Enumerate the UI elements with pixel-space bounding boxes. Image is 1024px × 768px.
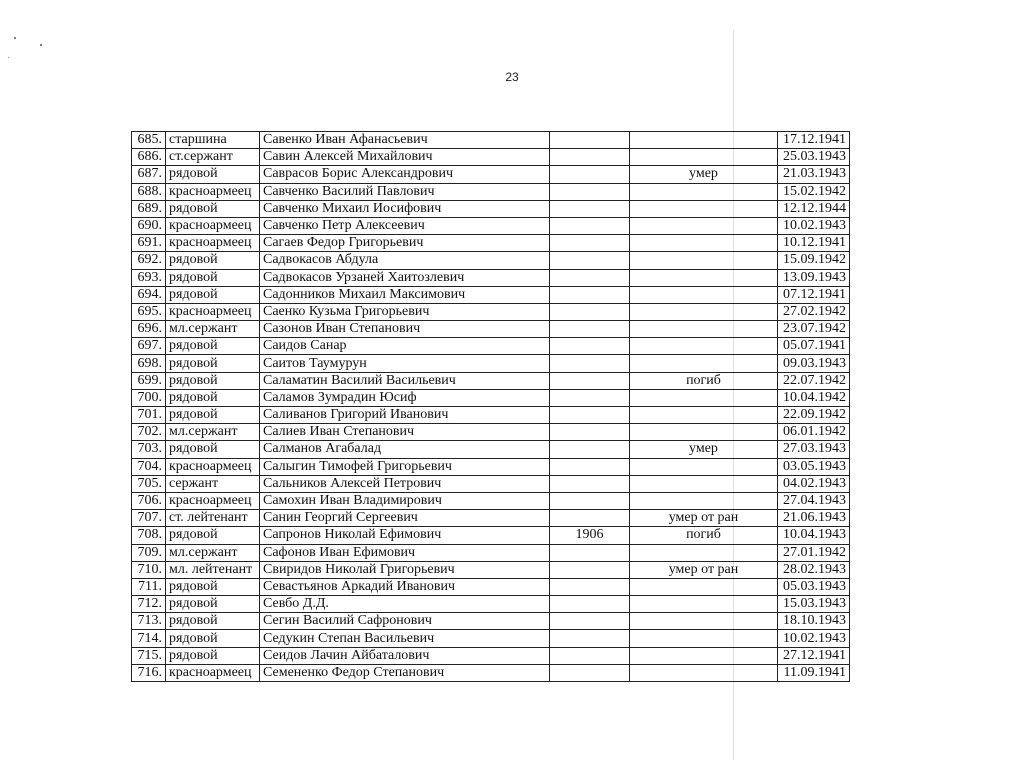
row-number-cell: 711. <box>132 578 166 595</box>
fate-cell <box>630 338 778 355</box>
table-row <box>132 441 850 458</box>
table-row <box>132 544 850 561</box>
row-number-cell: 699. <box>132 372 166 389</box>
row-number-cell: 703. <box>132 441 166 458</box>
full-name-cell: Садонников Михаил Максимович <box>260 286 550 303</box>
full-name-cell: Севбо Д.Д. <box>260 596 550 613</box>
full-name-cell: Сапронов Николай Ефимович <box>260 527 550 544</box>
fate-cell <box>630 630 778 647</box>
rank-cell: мл.сержант <box>166 544 260 561</box>
rank-cell: сержант <box>166 475 260 492</box>
row-number-cell: 716. <box>132 664 166 681</box>
rank-cell: рядовой <box>166 578 260 595</box>
date-cell: 27.04.1943 <box>778 492 850 509</box>
full-name-cell: Саврасов Борис Александрович <box>260 166 550 183</box>
row-number-cell: 691. <box>132 235 166 252</box>
row-number-cell: 701. <box>132 407 166 424</box>
date-cell: 22.07.1942 <box>778 372 850 389</box>
full-name-cell: Савченко Петр Алексеевич <box>260 217 550 234</box>
birth-year-cell <box>550 338 630 355</box>
table-row <box>132 561 850 578</box>
rank-cell: рядовой <box>166 527 260 544</box>
row-number-cell: 688. <box>132 183 166 200</box>
full-name-cell: Саливанов Григорий Иванович <box>260 407 550 424</box>
table-row <box>132 492 850 509</box>
fate-cell <box>630 252 778 269</box>
birth-year-cell <box>550 578 630 595</box>
rank-cell: ст.сержант <box>166 149 260 166</box>
table-row <box>132 132 850 149</box>
full-name-cell: Сегин Василий Сафронович <box>260 613 550 630</box>
fate-cell <box>630 647 778 664</box>
full-name-cell: Самохин Иван Владимирович <box>260 492 550 509</box>
full-name-cell: Сальников Алексей Петрович <box>260 475 550 492</box>
rank-cell: рядовой <box>166 252 260 269</box>
full-name-cell: Садвокасов Урзаней Хаитозлевич <box>260 269 550 286</box>
table-row <box>132 475 850 492</box>
date-cell: 23.07.1942 <box>778 321 850 338</box>
row-number-cell: 690. <box>132 217 166 234</box>
row-number-cell: 694. <box>132 286 166 303</box>
birth-year-cell <box>550 441 630 458</box>
date-cell: 09.03.1943 <box>778 355 850 372</box>
date-cell: 27.02.1942 <box>778 303 850 320</box>
full-name-cell: Санин Георгий Сергеевич <box>260 510 550 527</box>
fate-cell: умер <box>630 166 778 183</box>
date-cell: 27.01.1942 <box>778 544 850 561</box>
rank-cell: рядовой <box>166 596 260 613</box>
full-name-cell: Салиев Иван Степанович <box>260 424 550 441</box>
table-row <box>132 424 850 441</box>
date-cell: 15.02.1942 <box>778 183 850 200</box>
table-row <box>132 664 850 681</box>
fate-cell <box>630 235 778 252</box>
date-cell: 15.09.1942 <box>778 252 850 269</box>
date-cell: 18.10.1943 <box>778 613 850 630</box>
rank-cell: рядовой <box>166 355 260 372</box>
scan-speck <box>8 57 9 58</box>
row-number-cell: 697. <box>132 338 166 355</box>
birth-year-cell <box>550 183 630 200</box>
fate-cell <box>630 132 778 149</box>
table-row <box>132 596 850 613</box>
full-name-cell: Сагаев Федор Григорьевич <box>260 235 550 252</box>
date-cell: 10.02.1943 <box>778 630 850 647</box>
table-row <box>132 578 850 595</box>
rank-cell: рядовой <box>166 286 260 303</box>
table-row <box>132 372 850 389</box>
full-name-cell: Сазонов Иван Степанович <box>260 321 550 338</box>
full-name-cell: Семененко Федор Степанович <box>260 664 550 681</box>
full-name-cell: Севастьянов Аркадий Иванович <box>260 578 550 595</box>
birth-year-cell <box>550 561 630 578</box>
table-row <box>132 355 850 372</box>
table-row <box>132 252 850 269</box>
scan-speck <box>14 37 16 39</box>
fate-cell <box>630 200 778 217</box>
table-row <box>132 200 850 217</box>
rank-cell: рядовой <box>166 630 260 647</box>
fate-cell <box>630 149 778 166</box>
fate-cell: погиб <box>630 527 778 544</box>
birth-year-cell <box>550 647 630 664</box>
rank-cell: красноармеец <box>166 492 260 509</box>
full-name-cell: Салманов Агабалад <box>260 441 550 458</box>
casualty-roster-table <box>131 131 850 682</box>
row-number-cell: 695. <box>132 303 166 320</box>
rank-cell: красноармеец <box>166 303 260 320</box>
birth-year-cell <box>550 372 630 389</box>
table-row <box>132 321 850 338</box>
rank-cell: рядовой <box>166 389 260 406</box>
fate-cell <box>630 269 778 286</box>
table-row <box>132 149 850 166</box>
birth-year-cell <box>550 235 630 252</box>
table-row <box>132 286 850 303</box>
birth-year-cell <box>550 149 630 166</box>
rank-cell: рядовой <box>166 613 260 630</box>
row-number-cell: 714. <box>132 630 166 647</box>
row-number-cell: 709. <box>132 544 166 561</box>
fate-cell <box>630 458 778 475</box>
date-cell: 12.12.1944 <box>778 200 850 217</box>
birth-year-cell <box>550 458 630 475</box>
row-number-cell: 705. <box>132 475 166 492</box>
full-name-cell: Сафонов Иван Ефимович <box>260 544 550 561</box>
birth-year-cell <box>550 217 630 234</box>
fate-cell: умер <box>630 441 778 458</box>
fate-cell <box>630 475 778 492</box>
rank-cell: красноармеец <box>166 235 260 252</box>
date-cell: 17.12.1941 <box>778 132 850 149</box>
fate-cell <box>630 596 778 613</box>
fate-cell <box>630 664 778 681</box>
birth-year-cell <box>550 166 630 183</box>
rank-cell: рядовой <box>166 372 260 389</box>
fate-cell <box>630 217 778 234</box>
row-number-cell: 710. <box>132 561 166 578</box>
date-cell: 07.12.1941 <box>778 286 850 303</box>
full-name-cell: Салыгин Тимофей Григорьевич <box>260 458 550 475</box>
fate-cell <box>630 424 778 441</box>
full-name-cell: Саидов Санар <box>260 338 550 355</box>
birth-year-cell <box>550 389 630 406</box>
birth-year-cell <box>550 132 630 149</box>
full-name-cell: Саенко Кузьма Григорьевич <box>260 303 550 320</box>
table-row <box>132 510 850 527</box>
fate-cell <box>630 183 778 200</box>
birth-year-cell <box>550 424 630 441</box>
full-name-cell: Савенко Иван Афанасьевич <box>260 132 550 149</box>
row-number-cell: 712. <box>132 596 166 613</box>
date-cell: 03.05.1943 <box>778 458 850 475</box>
birth-year-cell <box>550 200 630 217</box>
birth-year-cell <box>550 544 630 561</box>
table-row <box>132 303 850 320</box>
date-cell: 21.03.1943 <box>778 166 850 183</box>
rank-cell: рядовой <box>166 200 260 217</box>
date-cell: 25.03.1943 <box>778 149 850 166</box>
date-cell: 15.03.1943 <box>778 596 850 613</box>
full-name-cell: Саитов Таумурун <box>260 355 550 372</box>
row-number-cell: 715. <box>132 647 166 664</box>
full-name-cell: Седукин Степан Васильевич <box>260 630 550 647</box>
roster-body <box>132 132 850 682</box>
date-cell: 06.01.1942 <box>778 424 850 441</box>
birth-year-cell <box>550 613 630 630</box>
birth-year-cell <box>550 475 630 492</box>
full-name-cell: Свиридов Николай Григорьевич <box>260 561 550 578</box>
birth-year-cell: 1906 <box>550 527 630 544</box>
birth-year-cell <box>550 510 630 527</box>
fate-cell <box>630 355 778 372</box>
fate-cell: погиб <box>630 372 778 389</box>
date-cell: 10.04.1943 <box>778 527 850 544</box>
rank-cell: рядовой <box>166 166 260 183</box>
birth-year-cell <box>550 286 630 303</box>
row-number-cell: 685. <box>132 132 166 149</box>
rank-cell: красноармеец <box>166 458 260 475</box>
fate-cell <box>630 613 778 630</box>
row-number-cell: 687. <box>132 166 166 183</box>
row-number-cell: 702. <box>132 424 166 441</box>
birth-year-cell <box>550 321 630 338</box>
date-cell: 28.02.1943 <box>778 561 850 578</box>
row-number-cell: 708. <box>132 527 166 544</box>
full-name-cell: Савин Алексей Михайлович <box>260 149 550 166</box>
fate-cell <box>630 303 778 320</box>
row-number-cell: 698. <box>132 355 166 372</box>
birth-year-cell <box>550 407 630 424</box>
rank-cell: ст. лейтенант <box>166 510 260 527</box>
rank-cell: рядовой <box>166 269 260 286</box>
table-row <box>132 166 850 183</box>
rank-cell: рядовой <box>166 338 260 355</box>
row-number-cell: 689. <box>132 200 166 217</box>
birth-year-cell <box>550 630 630 647</box>
table-row <box>132 235 850 252</box>
full-name-cell: Сеидов Лачин Айбаталович <box>260 647 550 664</box>
full-name-cell: Савченко Михаил Иосифович <box>260 200 550 217</box>
full-name-cell: Савченко Василий Павлович <box>260 183 550 200</box>
date-cell: 13.09.1943 <box>778 269 850 286</box>
date-cell: 22.09.1942 <box>778 407 850 424</box>
table-row <box>132 527 850 544</box>
fate-cell <box>630 407 778 424</box>
full-name-cell: Саламатин Василий Васильевич <box>260 372 550 389</box>
birth-year-cell <box>550 596 630 613</box>
fate-cell <box>630 544 778 561</box>
rank-cell: рядовой <box>166 441 260 458</box>
table-row <box>132 647 850 664</box>
row-number-cell: 692. <box>132 252 166 269</box>
table-row <box>132 389 850 406</box>
table-row <box>132 269 850 286</box>
birth-year-cell <box>550 303 630 320</box>
fate-cell <box>630 492 778 509</box>
date-cell: 10.04.1942 <box>778 389 850 406</box>
full-name-cell: Садвокасов Абдула <box>260 252 550 269</box>
date-cell: 04.02.1943 <box>778 475 850 492</box>
date-cell: 10.12.1941 <box>778 235 850 252</box>
rank-cell: рядовой <box>166 407 260 424</box>
page-number: 23 <box>505 70 519 84</box>
table-row <box>132 407 850 424</box>
table-row <box>132 613 850 630</box>
row-number-cell: 707. <box>132 510 166 527</box>
table-row <box>132 458 850 475</box>
table-row <box>132 338 850 355</box>
full-name-cell: Саламов Зумрадин Юсиф <box>260 389 550 406</box>
fate-cell <box>630 578 778 595</box>
rank-cell: красноармеец <box>166 664 260 681</box>
row-number-cell: 704. <box>132 458 166 475</box>
row-number-cell: 696. <box>132 321 166 338</box>
fate-cell: умер от ран <box>630 510 778 527</box>
date-cell: 05.03.1943 <box>778 578 850 595</box>
date-cell: 27.03.1943 <box>778 441 850 458</box>
rank-cell: мл. лейтенант <box>166 561 260 578</box>
birth-year-cell <box>550 252 630 269</box>
table-row <box>132 217 850 234</box>
date-cell: 10.02.1943 <box>778 217 850 234</box>
rank-cell: красноармеец <box>166 183 260 200</box>
date-cell: 05.07.1941 <box>778 338 850 355</box>
table-row <box>132 183 850 200</box>
fate-cell <box>630 286 778 303</box>
fate-cell: умер от ран <box>630 561 778 578</box>
date-cell: 27.12.1941 <box>778 647 850 664</box>
fate-cell <box>630 321 778 338</box>
date-cell: 21.06.1943 <box>778 510 850 527</box>
rank-cell: старшина <box>166 132 260 149</box>
rank-cell: мл.сержант <box>166 321 260 338</box>
rank-cell: мл.сержант <box>166 424 260 441</box>
rank-cell: красноармеец <box>166 217 260 234</box>
row-number-cell: 706. <box>132 492 166 509</box>
row-number-cell: 693. <box>132 269 166 286</box>
birth-year-cell <box>550 269 630 286</box>
birth-year-cell <box>550 355 630 372</box>
row-number-cell: 713. <box>132 613 166 630</box>
fate-cell <box>630 389 778 406</box>
rank-cell: рядовой <box>166 647 260 664</box>
scan-speck <box>40 44 42 46</box>
birth-year-cell <box>550 664 630 681</box>
birth-year-cell <box>550 492 630 509</box>
table-row <box>132 630 850 647</box>
row-number-cell: 700. <box>132 389 166 406</box>
row-number-cell: 686. <box>132 149 166 166</box>
date-cell: 11.09.1941 <box>778 664 850 681</box>
